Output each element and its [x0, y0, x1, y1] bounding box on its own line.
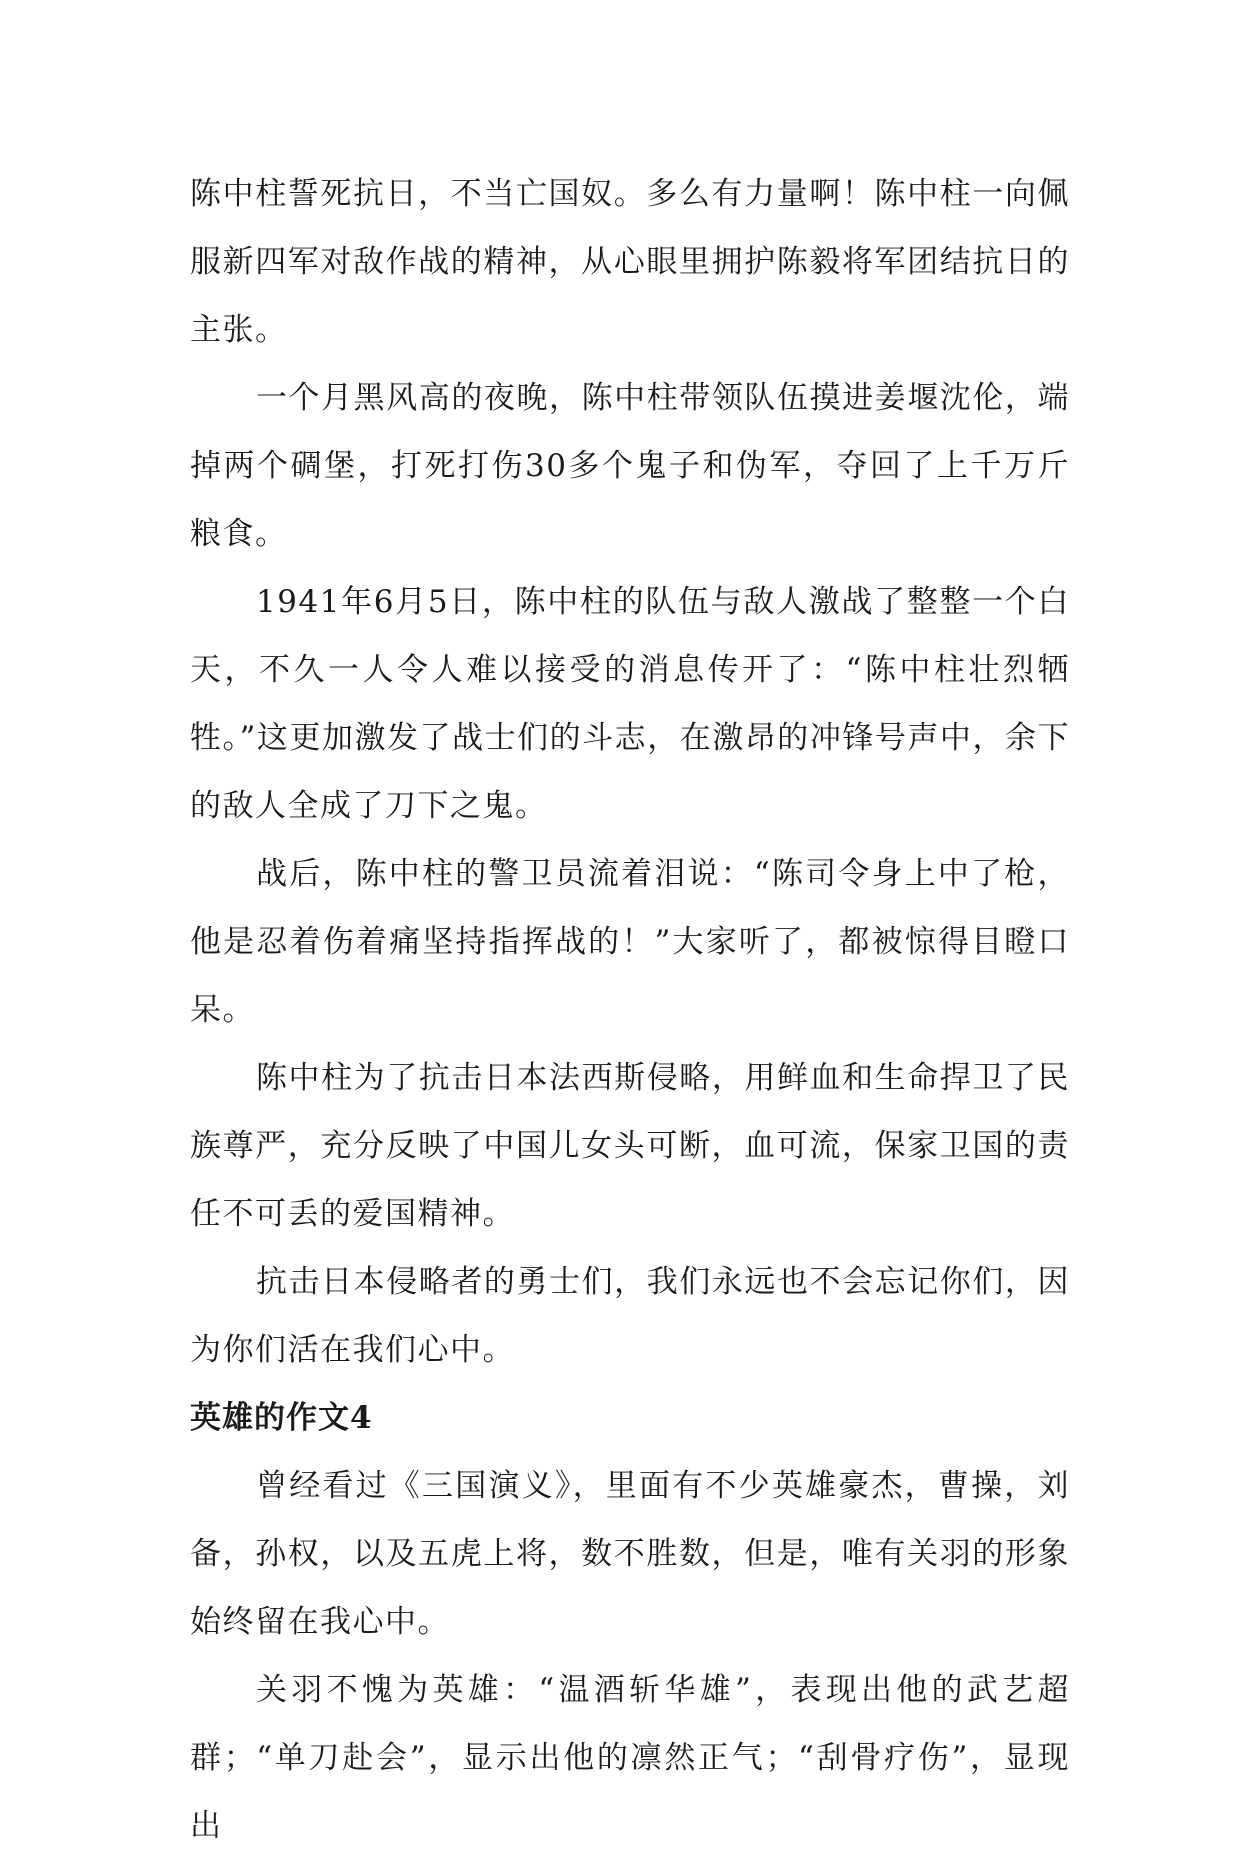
paragraph-3: 1941年6月5日，陈中柱的队伍与敌人激战了整整一个白天，不久一人令人难以接受的消息传开了：“陈中柱壮烈牺牲。”这更加激发了战士们的斗志，在激昂的冲锋号声中，余下的敌人全成了刀下之鬼。: [190, 584, 1070, 824]
section-paragraph-2: 关羽不愧为英雄：“温酒斩华雄”，表现出他的武艺超群；“单刀赴会”，显示出他的凛然正气；“刮骨疗伤”，显现出: [190, 1672, 1070, 1844]
paragraph-4: 战后，陈中柱的警卫员流着泪说：“陈司令身上中了枪，他是忍着伤着痛坚持指挥战的！”大家听了，都被惊得目瞪口呆。: [190, 856, 1070, 1028]
paragraph-2: 一个月黑风高的夜晚，陈中柱带领队伍摸进姜堰沈伦，端掉两个碉堡，打死打伤30多个鬼子和伪军，夺回了上千万斤粮食。: [190, 380, 1070, 552]
section-title: 英雄的作文4: [190, 1400, 373, 1436]
paragraph-6: 抗击日本侵略者的勇士们，我们永远也不会忘记你们，因为你们活在我们心中。: [190, 1264, 1070, 1368]
paragraph-1: 陈中柱誓死抗日，不当亡国奴。多么有力量啊！陈中柱一向佩服新四军对敌作战的精神，从心眼里拥护陈毅将军团结抗日的主张。: [190, 176, 1070, 348]
paragraph-5: 陈中柱为了抗击日本法西斯侵略，用鲜血和生命捍卫了民族尊严，充分反映了中国儿女头可断，血可流，保家卫国的责任不可丢的爱国精神。: [190, 1060, 1070, 1232]
section-paragraph-1: 曾经看过《三国演义》，里面有不少英雄豪杰，曹操，刘备，孙权，以及五虎上将，数不胜数，但是，唯有关羽的形象始终留在我心中。: [190, 1468, 1070, 1640]
document-page: [190, 160, 1070, 1844]
